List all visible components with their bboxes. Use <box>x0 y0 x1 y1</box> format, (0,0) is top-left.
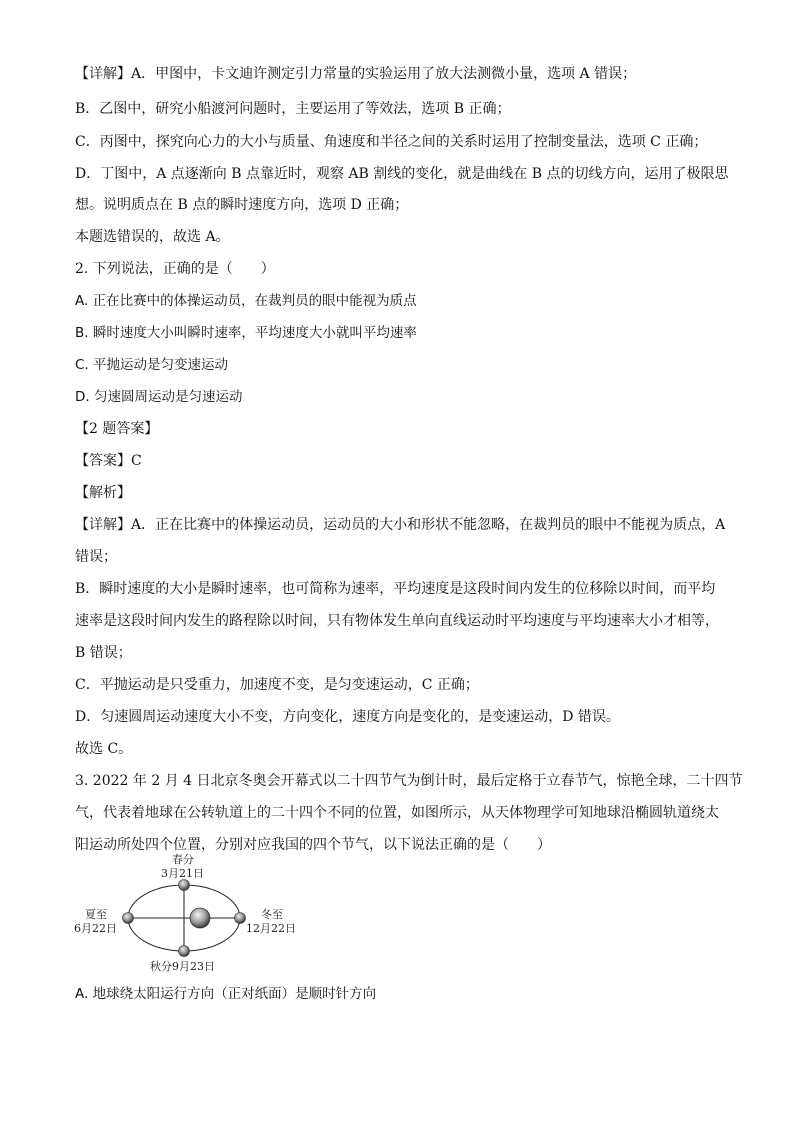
q2-option-b: B. 瞬时速度大小叫瞬时速率，平均速度大小就叫平均速率 <box>75 325 417 341</box>
earth-spring-icon <box>179 880 190 891</box>
q2-conclusion: 故选 C。 <box>75 741 133 757</box>
label-summer-name: 夏至 <box>85 908 107 921</box>
q3-stem-line2: 气，代表着地球在公转轨道上的二十四个不同的位置，如图所示，从天体物理学可知地球沿椭圆轨道绕太 <box>75 805 719 821</box>
q1-detail-d-line1: D．丁图中，A 点逐渐向 B 点靠近时，观察 AB 割线的变化，就是曲线在 B 点的切线方向，运用了极限思 <box>75 166 729 182</box>
orbit-diagram <box>70 850 310 980</box>
q2-option-d: D. 匀速圆周运动是匀速运动 <box>75 389 243 405</box>
q2-detail-b-line1: B．瞬时速度的大小是瞬时速率，也可简称为速率，平均速度是这段时间内发生的位移除以时间，而平均 <box>75 581 716 597</box>
earth-summer-icon <box>123 913 134 924</box>
q1-detail-c: C．丙图中，探究向心力的大小与质量、角速度和半径之间的关系时运用了控制变量法，选项 C 正确； <box>75 134 708 150</box>
q2-detail-d: D．匀速圆周运动速度大小不变，方向变化，速度方向是变化的，是变速运动，D 错误。 <box>75 709 620 725</box>
label-summer-date: 6月22日 <box>74 922 117 935</box>
q1-detail-a: 【详解】A．甲图中，卡文迪许测定引力常量的实验运用了放大法测微小量，选项 A 错误； <box>75 66 637 82</box>
q2-answer: 【答案】C <box>75 453 142 469</box>
q3-stem-line3: 阳运动所处四个位置，分别对应我国的四个节气，以下说法正确的是（ ） <box>75 837 551 853</box>
label-spring-name: 春分 <box>172 853 194 866</box>
q1-detail-b: B．乙图中，研究小船渡河问题时，主要运用了等效法，选项 B 正确； <box>75 101 511 117</box>
q2-detail-c: C．平抛运动是只受重力，加速度不变，是匀变速运动，C 正确； <box>75 677 479 693</box>
earth-orbit-figure <box>70 850 310 980</box>
q2-detail-b-line2: 速率是这段时间内发生的路程除以时间，只有物体发生单向直线运动时平均速度与平均速率大小才相等， <box>75 613 719 629</box>
q2-option-a: A. 正在比赛中的体操运动员，在裁判员的眼中能视为质点 <box>75 293 417 309</box>
q2-option-c: C. 平抛运动是匀变速运动 <box>75 357 229 373</box>
q2-detail-a-line2: 错误； <box>75 549 117 565</box>
label-winter-date: 12月22日 <box>246 922 296 935</box>
earth-autumn-icon <box>179 946 190 957</box>
q3-option-a: A. 地球绕太阳运行方向（正对纸面）是顺时针方向 <box>75 986 377 1002</box>
q1-detail-d-line2: 想。说明质点在 B 点的瞬时速度方向，选项 D 正确； <box>75 197 409 213</box>
label-spring-date: 3月21日 <box>161 867 204 880</box>
sun-icon <box>190 908 210 928</box>
label-autumn: 秋分9月23日 <box>150 960 215 973</box>
q2-detail-b-line3: B 错误； <box>75 645 132 661</box>
q2-analysis-header: 【解析】 <box>75 485 131 501</box>
label-winter-name: 冬至 <box>261 908 283 921</box>
earth-winter-icon <box>235 913 246 924</box>
q2-stem: 2. 下列说法，正确的是（ ） <box>75 261 275 277</box>
q3-stem-line1: 3. 2022 年 2 月 4 日北京冬奥会开幕式以二十四节气为倒计时，最后定格于立春节气，惊艳全球，二十四节 <box>75 773 743 789</box>
q1-conclusion: 本题选错误的，故选 A。 <box>75 229 230 245</box>
q2-detail-a-line1: 【详解】A．正在比赛中的体操运动员，运动员的大小和形状不能忽略，在裁判员的眼中不能视为质点，A <box>75 517 726 533</box>
q2-answer-header: 【2 题答案】 <box>75 421 159 437</box>
